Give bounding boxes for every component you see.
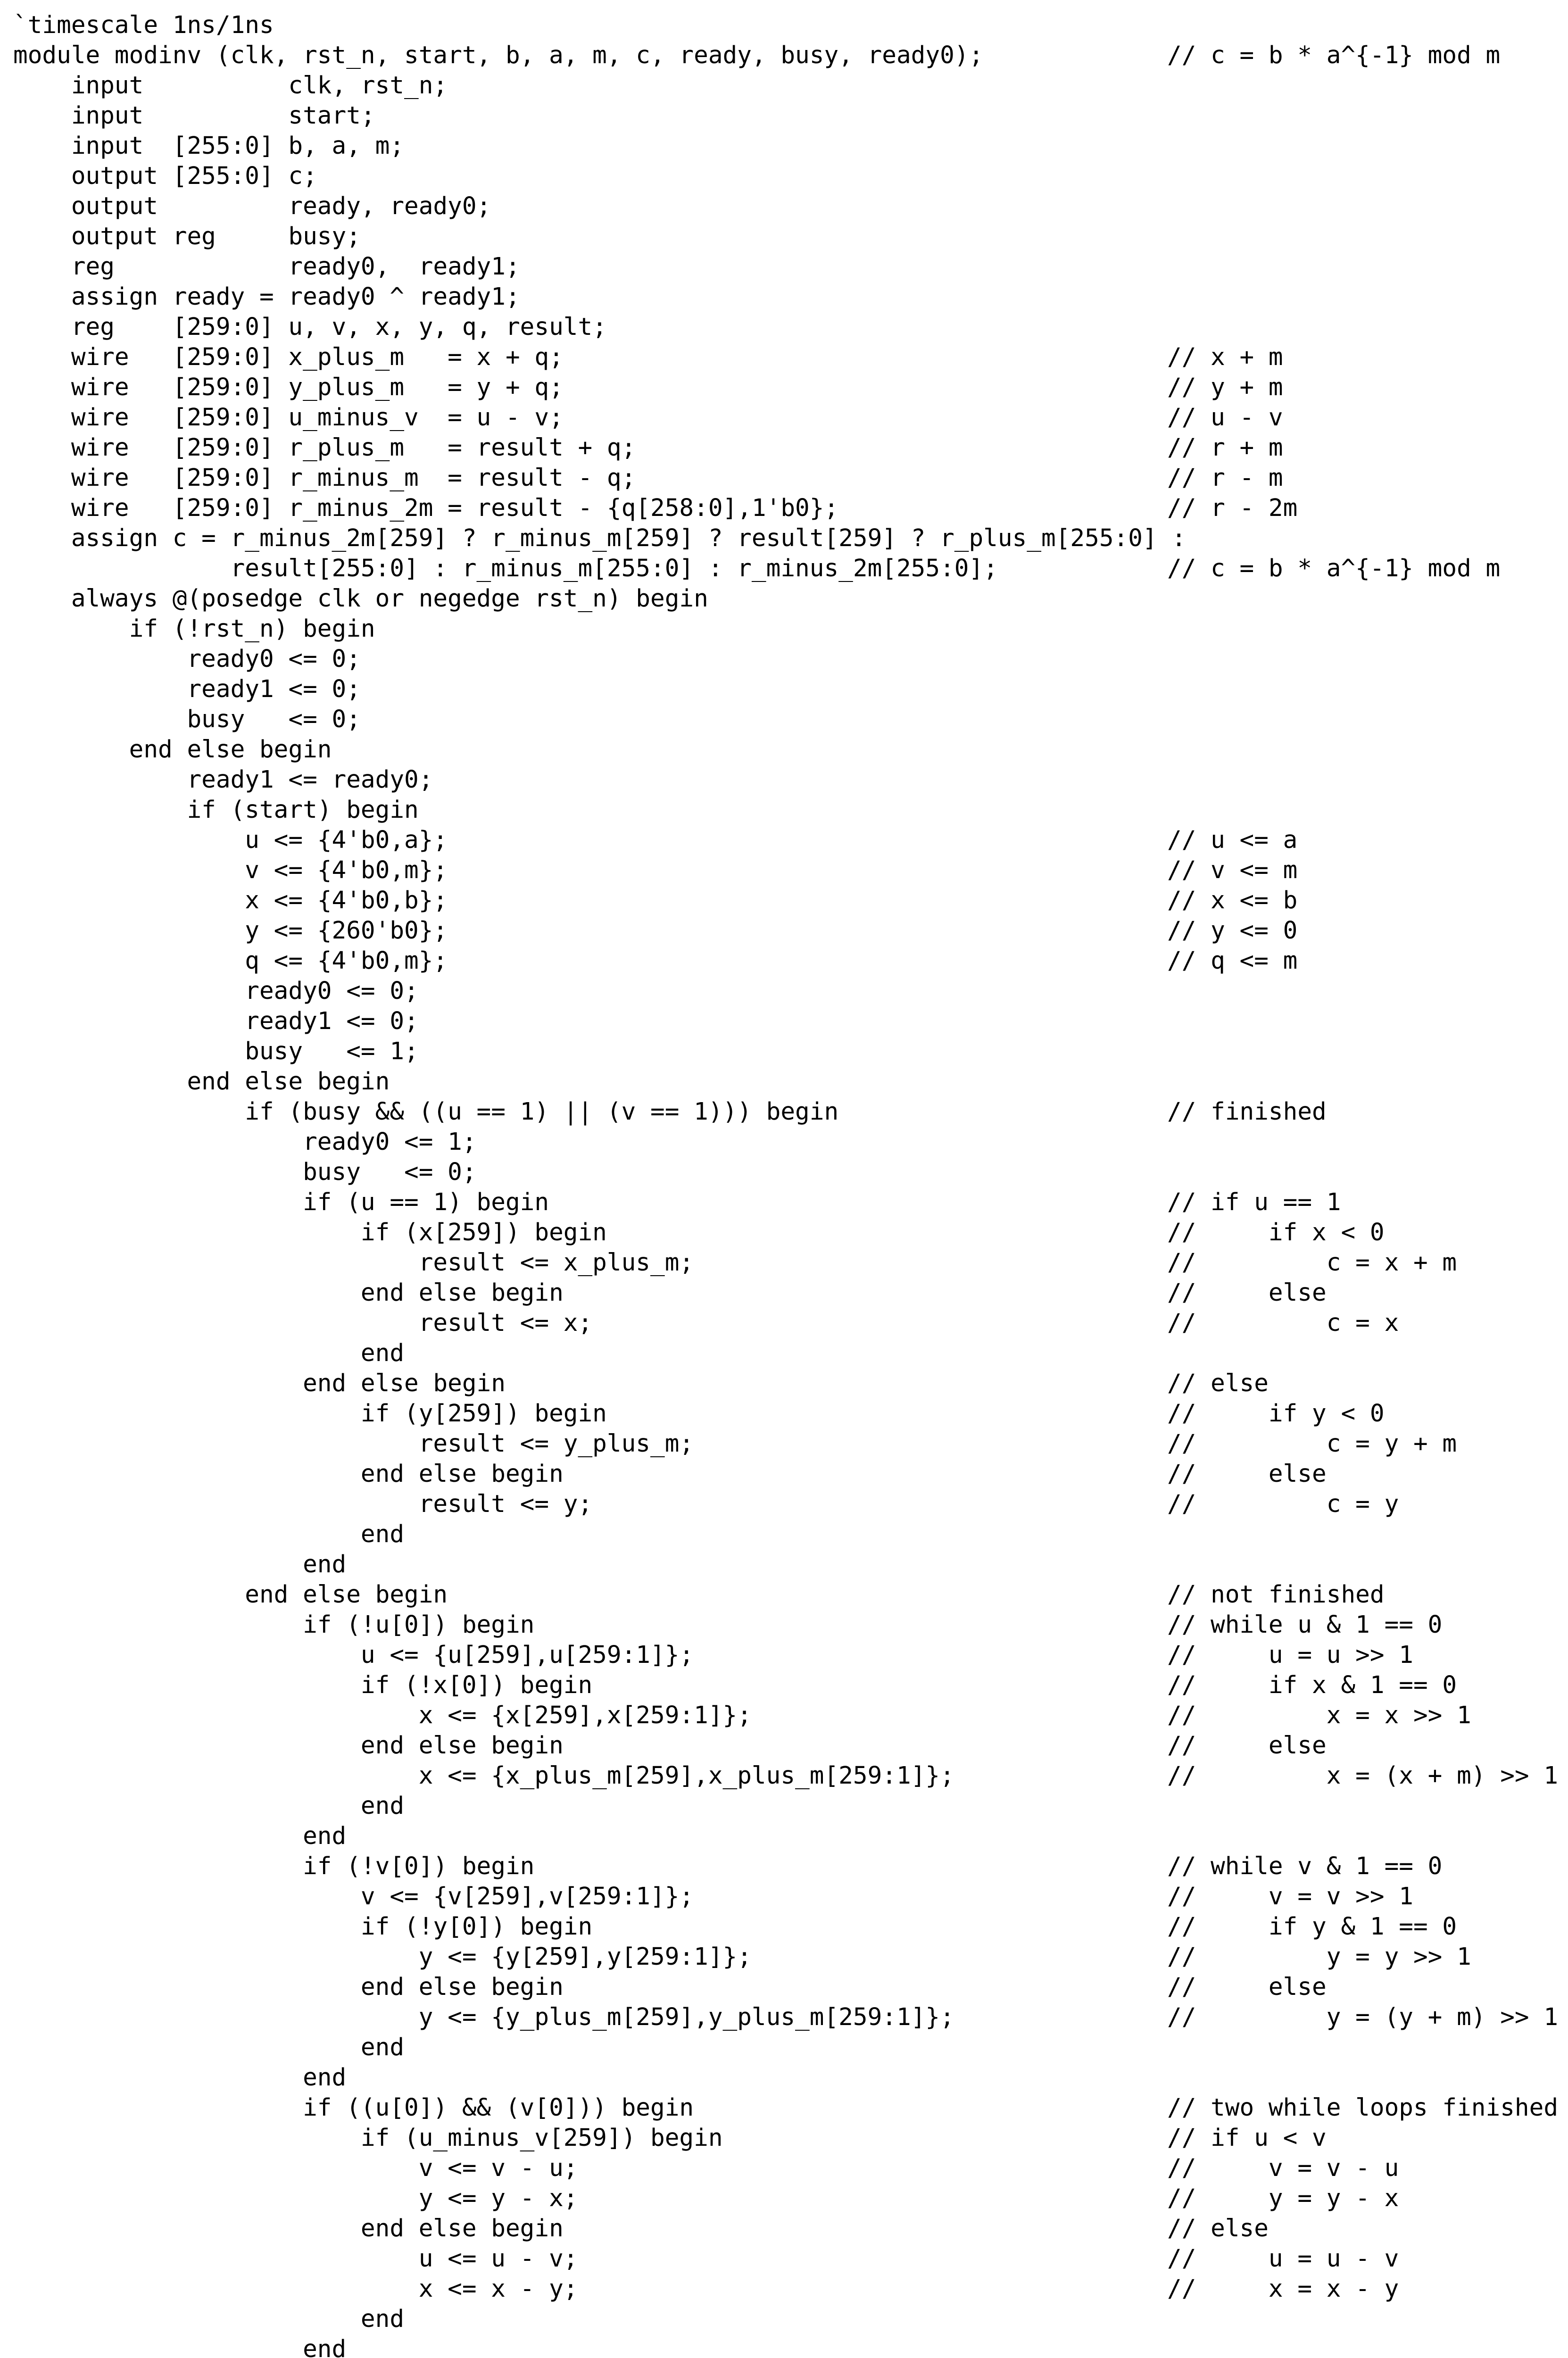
code-text: end else begin: [13, 1581, 448, 1609]
code-comment: // while v & 1 == 0: [1167, 1852, 1443, 1880]
code-text: result <= y_plus_m;: [13, 1430, 694, 1458]
code-text: x <= {x_plus_m[259],x_plus_m[259:1]};: [13, 1762, 954, 1790]
code-line: [13, 1006, 1565, 1037]
code-line: [13, 10, 1565, 41]
code-comment: // if x < 0: [1167, 1219, 1385, 1246]
code-comment: // x <= b: [1167, 887, 1298, 914]
code-text: x <= x - y;: [13, 2275, 578, 2303]
code-text: if (y[259]) begin: [13, 1400, 607, 1428]
code-line: [13, 1067, 1565, 1097]
code-line: [13, 1972, 1565, 2002]
code-text: u <= u - v;: [13, 2245, 578, 2273]
code-comment: // x = x - y: [1167, 2275, 1399, 2303]
code-text: busy <= 0;: [13, 1158, 477, 1186]
code-listing: [13, 10, 1565, 2358]
code-text: y <= y - x;: [13, 2184, 578, 2212]
code-text: if (busy && ((u == 1) || (v == 1))) begin: [13, 1098, 839, 1126]
code-comment: // r + m: [1167, 434, 1283, 462]
code-comment: // c = x + m: [1167, 1249, 1457, 1277]
code-text: ready1 <= ready0;: [13, 766, 433, 794]
code-comment: // else: [1167, 1460, 1327, 1488]
code-comment: // two while loops finished: [1167, 2094, 1559, 2122]
code-line: [13, 191, 1565, 222]
code-text: x <= {x[259],x[259:1]};: [13, 1702, 752, 1729]
code-text: if (!x[0]) begin: [13, 1671, 593, 1699]
code-line: [13, 735, 1565, 765]
code-comment: // u - v: [1167, 404, 1283, 432]
code-comment: // u = u - v: [1167, 2245, 1399, 2273]
code-text: reg ready0, ready1;: [13, 253, 520, 281]
code-text: end: [13, 1822, 347, 1850]
code-comment: // y = (y + m) >> 1: [1167, 2003, 1559, 2031]
code-text: y <= {y_plus_m[259],y_plus_m[259:1]};: [13, 2003, 954, 2031]
code-comment: // r - m: [1167, 464, 1283, 492]
code-line: [13, 523, 1565, 554]
code-line: [13, 614, 1565, 644]
code-line: [13, 1248, 1565, 1278]
code-line: [13, 2002, 1565, 2033]
code-line: [13, 946, 1565, 976]
code-line: [13, 1097, 1565, 1127]
code-line: [13, 373, 1565, 403]
code-comment: // x = (x + m) >> 1: [1167, 1762, 1559, 1790]
code-comment: // u = u >> 1: [1167, 1641, 1413, 1669]
code-text: reg [259:0] u, v, x, y, q, result;: [13, 313, 607, 341]
code-line: [13, 1701, 1565, 1731]
code-text: v <= {v[259],v[259:1]};: [13, 1883, 694, 1910]
code-line: [13, 463, 1565, 493]
code-text: v <= {4'b0,m};: [13, 856, 448, 884]
code-text: output [255:0] c;: [13, 162, 317, 190]
code-text: if (!rst_n) begin: [13, 615, 375, 643]
code-line: [13, 1399, 1565, 1429]
code-line: [13, 2334, 1565, 2358]
code-text: module modinv (clk, rst_n, start, b, a, m, c, ready, busy, ready0);: [13, 42, 984, 69]
code-text: if ((u[0]) && (v[0])) begin: [13, 2094, 694, 2122]
code-line: [13, 644, 1565, 674]
code-text: if (!v[0]) begin: [13, 1852, 535, 1880]
code-line: [13, 1278, 1565, 1308]
code-text: ready0 <= 0;: [13, 977, 419, 1005]
code-line: [13, 2033, 1565, 2063]
code-line: [13, 2184, 1565, 2214]
code-line: [13, 252, 1565, 282]
code-text: input [255:0] b, a, m;: [13, 132, 405, 160]
code-line: [13, 674, 1565, 705]
code-line: [13, 554, 1565, 584]
code-line: [13, 312, 1565, 342]
code-text: wire [259:0] r_minus_2m = result - {q[258:0],1'b0};: [13, 494, 839, 522]
code-line: [13, 584, 1565, 614]
code-text: result <= x;: [13, 1309, 593, 1337]
code-line: [13, 1580, 1565, 1610]
code-line: [13, 1157, 1565, 1187]
code-comment: // y = y - x: [1167, 2184, 1399, 2212]
code-line: [13, 1550, 1565, 1580]
code-text: ready1 <= 0;: [13, 1007, 419, 1035]
code-text: end: [13, 2064, 347, 2092]
code-line: [13, 1308, 1565, 1338]
code-line: [13, 342, 1565, 373]
code-line: [13, 433, 1565, 463]
code-text: output reg busy;: [13, 223, 361, 250]
code-text: busy <= 0;: [13, 706, 361, 733]
code-text: always @(posedge clk or negedge rst_n) begin: [13, 585, 708, 613]
code-line: [13, 1218, 1565, 1248]
code-line: [13, 41, 1565, 71]
code-line: [13, 1731, 1565, 1761]
code-line: [13, 1942, 1565, 1972]
code-line: [13, 131, 1565, 161]
code-line: [13, 705, 1565, 735]
code-text: y <= {260'b0};: [13, 917, 448, 945]
code-comment: // if y & 1 == 0: [1167, 1913, 1457, 1941]
code-line: [13, 1670, 1565, 1701]
code-text: output ready, ready0;: [13, 192, 491, 220]
code-line: [13, 493, 1565, 523]
code-line: [13, 2274, 1565, 2304]
code-line: [13, 101, 1565, 131]
code-text: wire [259:0] r_minus_m = result - q;: [13, 464, 636, 492]
code-text: assign ready = ready0 ^ ready1;: [13, 283, 520, 311]
code-line: [13, 1519, 1565, 1550]
code-text: end: [13, 1339, 405, 1367]
code-comment: // y <= 0: [1167, 917, 1298, 945]
code-line: [13, 795, 1565, 825]
code-comment: // else: [1167, 1973, 1327, 2001]
code-text: if (u_minus_v[259]) begin: [13, 2124, 723, 2152]
code-line: [13, 916, 1565, 946]
code-text: end: [13, 2034, 405, 2061]
code-line: [13, 1338, 1565, 1369]
code-text: end else begin: [13, 1460, 564, 1488]
code-text: u <= {4'b0,a};: [13, 826, 448, 854]
code-text: if (!y[0]) begin: [13, 1913, 593, 1941]
code-line: [13, 1459, 1565, 1489]
code-line: [13, 1127, 1565, 1157]
code-text: wire [259:0] u_minus_v = u - v;: [13, 404, 564, 432]
code-comment: // if u < v: [1167, 2124, 1327, 2152]
code-comment: // if u == 1: [1167, 1188, 1341, 1216]
code-comment: // c = b * a^{-1} mod m: [1167, 42, 1501, 69]
code-comment: // c = b * a^{-1} mod m: [1167, 555, 1501, 582]
code-comment: // not finished: [1167, 1581, 1385, 1609]
code-line: [13, 1187, 1565, 1218]
code-text: if (x[259]) begin: [13, 1219, 607, 1246]
code-text: end: [13, 1551, 347, 1578]
code-line: [13, 1640, 1565, 1670]
code-text: end else begin: [13, 2215, 564, 2242]
code-line: [13, 2093, 1565, 2123]
code-comment: // else: [1167, 2215, 1269, 2242]
code-text: end: [13, 1520, 405, 1548]
code-text: ready1 <= 0;: [13, 675, 361, 703]
code-comment: // if y < 0: [1167, 1400, 1385, 1428]
code-text: u <= {u[259],u[259:1]};: [13, 1641, 694, 1669]
code-line: [13, 161, 1565, 191]
code-line: [13, 71, 1565, 101]
code-line: [13, 282, 1565, 312]
code-text: end else begin: [13, 1973, 564, 2001]
code-comment: // x = x >> 1: [1167, 1702, 1471, 1729]
code-text: y <= {y[259],y[259:1]};: [13, 1943, 752, 1971]
code-comment: // else: [1167, 1732, 1327, 1760]
code-comment: // v <= m: [1167, 856, 1298, 884]
code-text: end else begin: [13, 1279, 564, 1307]
code-text: input clk, rst_n;: [13, 72, 448, 100]
code-text: input start;: [13, 102, 375, 130]
code-text: q <= {4'b0,m};: [13, 947, 448, 975]
code-line: [13, 222, 1565, 252]
code-text: result[255:0] : r_minus_m[255:0] : r_minus_2m[255:0];: [13, 555, 998, 582]
code-line: [13, 403, 1565, 433]
code-text: end else begin: [13, 1370, 506, 1397]
code-comment: // v = v >> 1: [1167, 1883, 1413, 1910]
code-comment: // while u & 1 == 0: [1167, 1611, 1443, 1639]
code-comment: // else: [1167, 1370, 1269, 1397]
code-text: wire [259:0] y_plus_m = y + q;: [13, 374, 564, 401]
code-text: result <= x_plus_m;: [13, 1249, 694, 1277]
code-line: [13, 765, 1565, 795]
code-text: assign c = r_minus_2m[259] ? r_minus_m[259] ? result[259] ? r_plus_m[255:0] :: [13, 524, 1186, 552]
code-line: [13, 2153, 1565, 2184]
code-comment: // r - 2m: [1167, 494, 1298, 522]
code-text: if (!u[0]) begin: [13, 1611, 535, 1639]
code-text: end: [13, 2305, 405, 2333]
code-text: end else begin: [13, 736, 332, 764]
code-line: [13, 1761, 1565, 1791]
code-text: end else begin: [13, 1732, 564, 1760]
code-line: [13, 1882, 1565, 1912]
code-comment: // v = v - u: [1167, 2154, 1399, 2182]
code-line: [13, 1489, 1565, 1519]
code-line: [13, 886, 1565, 916]
code-comment: // c = y + m: [1167, 1430, 1457, 1458]
code-comment: // y + m: [1167, 374, 1283, 401]
code-line: [13, 1852, 1565, 1882]
code-line: [13, 2214, 1565, 2244]
code-text: wire [259:0] x_plus_m = x + q;: [13, 343, 564, 371]
code-line: [13, 1821, 1565, 1852]
code-line: [13, 1791, 1565, 1821]
code-text: end: [13, 2335, 347, 2358]
code-comment: // c = x: [1167, 1309, 1399, 1337]
code-line: [13, 2304, 1565, 2334]
code-text: v <= v - u;: [13, 2154, 578, 2182]
code-comment: // y = y >> 1: [1167, 1943, 1471, 1971]
code-line: [13, 1610, 1565, 1640]
code-comment: // x + m: [1167, 343, 1283, 371]
code-text: busy <= 1;: [13, 1038, 419, 1065]
code-comment: // q <= m: [1167, 947, 1298, 975]
code-line: [13, 2244, 1565, 2274]
code-comment: // c = y: [1167, 1490, 1399, 1518]
code-comment: // u <= a: [1167, 826, 1298, 854]
code-line: [13, 1912, 1565, 1942]
code-line: [13, 976, 1565, 1006]
code-line: [13, 1037, 1565, 1067]
code-text: end else begin: [13, 1068, 390, 1096]
code-comment: // else: [1167, 1279, 1327, 1307]
code-line: [13, 825, 1565, 855]
code-line: [13, 1369, 1565, 1399]
code-text: result <= y;: [13, 1490, 593, 1518]
code-text: ready0 <= 1;: [13, 1128, 477, 1156]
code-text: `timescale 1ns/1ns: [13, 11, 274, 39]
code-comment: // finished: [1167, 1098, 1327, 1126]
code-text: ready0 <= 0;: [13, 645, 361, 673]
code-text: end: [13, 1792, 405, 1820]
code-text: if (start) begin: [13, 796, 419, 824]
code-line: [13, 2063, 1565, 2093]
code-comment: // if x & 1 == 0: [1167, 1671, 1457, 1699]
code-text: wire [259:0] r_plus_m = result + q;: [13, 434, 636, 462]
code-text: x <= {4'b0,b};: [13, 887, 448, 914]
code-text: if (u == 1) begin: [13, 1188, 549, 1216]
code-line: [13, 2123, 1565, 2153]
code-line: [13, 1429, 1565, 1459]
code-line: [13, 855, 1565, 886]
